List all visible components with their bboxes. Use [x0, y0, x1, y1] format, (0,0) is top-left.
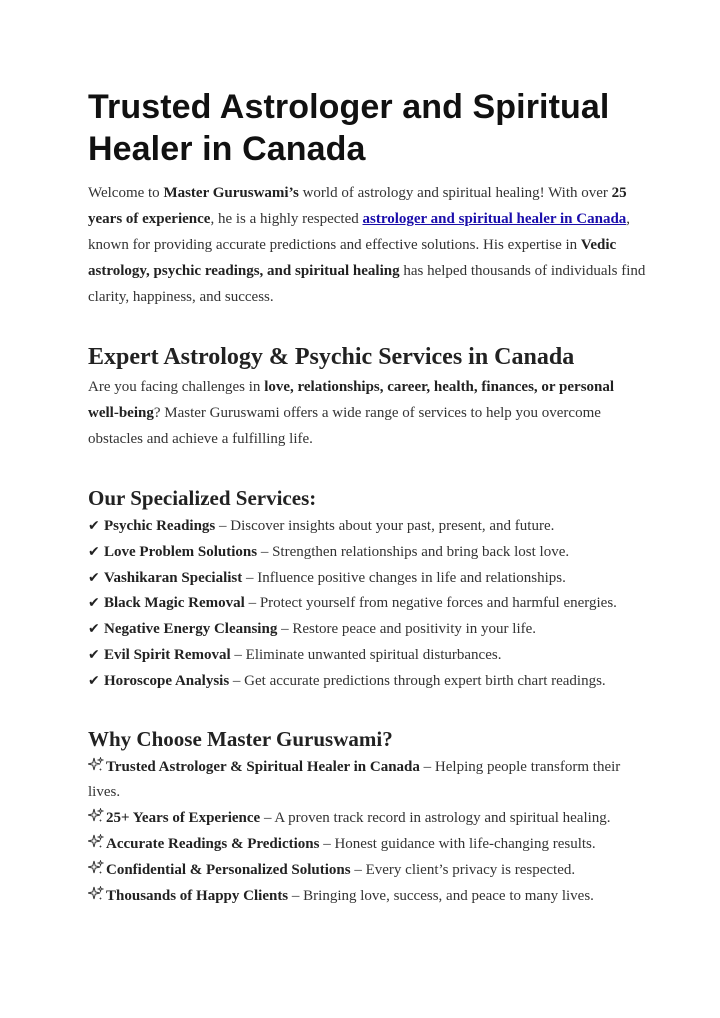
intro-bold-experience: 25 years of experience	[88, 185, 627, 227]
sparkles-icon	[88, 886, 106, 902]
why-choose-item	[88, 755, 648, 807]
intro-paragraph	[88, 180, 648, 310]
checkmark-icon: ✔	[88, 646, 100, 663]
service-description: – Restore peace and positivity in your life.	[277, 621, 537, 638]
intro-bold-expertise: Vedic astrology, psychic readings, and spiritual healing	[88, 237, 617, 279]
intro-text: Welcome to	[88, 185, 164, 201]
service-description: – Influence positive changes in life and relationships.	[242, 569, 566, 586]
paragraph-text: ? Master Guruswami offers a wide range of services to help you overcome obstacles and achieve a fulfilling life.	[88, 405, 601, 447]
service-item	[88, 540, 648, 566]
intro-text: , known for providing accurate predictions and effective solutions. His expertise in	[88, 211, 631, 253]
service-name: Vashikaran Specialist	[104, 569, 243, 586]
intro-bold-name: Master Guruswami’s	[163, 185, 299, 201]
why-choose-name: Thousands of Happy Clients	[106, 887, 289, 904]
why-choose-name: Confidential & Personalized Solutions	[106, 861, 351, 878]
services-list	[88, 514, 648, 695]
why-choose-item	[88, 832, 648, 858]
sparkles-icon	[88, 834, 106, 850]
sparkles-icon	[88, 808, 106, 824]
checkmark-icon: ✔	[88, 595, 100, 612]
checkmark-icon: ✔	[88, 672, 100, 689]
service-item	[88, 617, 648, 643]
checkmark-icon: ✔	[88, 543, 100, 560]
paragraph-text: Are you facing challenges in	[88, 379, 265, 395]
service-description: – Strengthen relationships and bring back lost love.	[257, 543, 570, 560]
why-choose-description: – Honest guidance with life-changing results.	[319, 835, 596, 852]
why-choose-description: – Helping people transform their lives.	[88, 758, 621, 801]
service-item	[88, 591, 648, 617]
service-name: Psychic Readings	[104, 518, 216, 534]
why-choose-description: – A proven track record in astrology and spiritual healing.	[260, 810, 611, 827]
astrologer-healer-link[interactable]: astrologer and spiritual healer in Canada	[362, 211, 627, 227]
service-description: – Get accurate predictions through expert birth chart readings.	[229, 672, 606, 689]
why-choose-list	[88, 755, 648, 910]
intro-text: world of astrology and spiritual healing! With over	[298, 185, 612, 201]
section-heading-expert-services: Expert Astrology & Psychic Services in Canada	[88, 344, 575, 370]
why-choose-item	[88, 858, 648, 884]
service-description: – Discover insights about your past, present, and future.	[215, 518, 555, 534]
sparkles-icon	[88, 860, 106, 876]
why-choose-item	[88, 806, 648, 832]
why-choose-description: – Bringing love, success, and peace to many lives.	[288, 887, 594, 904]
checkmark-icon: ✔	[88, 569, 100, 586]
service-item	[88, 566, 648, 592]
checkmark-icon: ✔	[88, 621, 100, 638]
why-choose-description: – Every client’s privacy is respected.	[350, 861, 576, 878]
page-title: Trusted Astrologer and Spiritual Healer in Canada	[88, 88, 610, 168]
intro-text: has helped thousands of individuals find clarity, happiness, and success.	[88, 263, 646, 305]
service-item	[88, 643, 648, 669]
service-name: Negative Energy Cleansing	[104, 621, 278, 638]
service-item	[88, 514, 648, 540]
section-heading-specialized-services: Our Specialized Services:	[88, 486, 317, 510]
service-item	[88, 669, 648, 695]
service-name: Evil Spirit Removal	[104, 646, 231, 663]
why-choose-name: Trusted Astrologer & Spiritual Healer in Canada	[106, 758, 420, 775]
service-name: Black Magic Removal	[104, 595, 245, 612]
checkmark-icon: ✔	[88, 518, 100, 534]
expert-services-paragraph	[88, 374, 648, 452]
service-name: Horoscope Analysis	[104, 672, 230, 689]
paragraph-bold-challenges: love, relationships, career, health, finances, or personal well-being	[88, 379, 615, 421]
why-choose-name: 25+ Years of Experience	[106, 810, 261, 827]
document-page	[88, 86, 648, 909]
service-description: – Protect yourself from negative forces and harmful energies.	[244, 595, 617, 612]
intro-text: , he is a highly respected	[210, 211, 363, 227]
service-name: Love Problem Solutions	[104, 543, 258, 560]
service-description: – Eliminate unwanted spiritual disturbances.	[230, 646, 502, 663]
why-choose-name: Accurate Readings & Predictions	[106, 835, 320, 852]
why-choose-item	[88, 884, 648, 910]
section-heading-why-choose: Why Choose Master Guruswami?	[88, 726, 393, 751]
sparkles-icon	[88, 757, 106, 773]
